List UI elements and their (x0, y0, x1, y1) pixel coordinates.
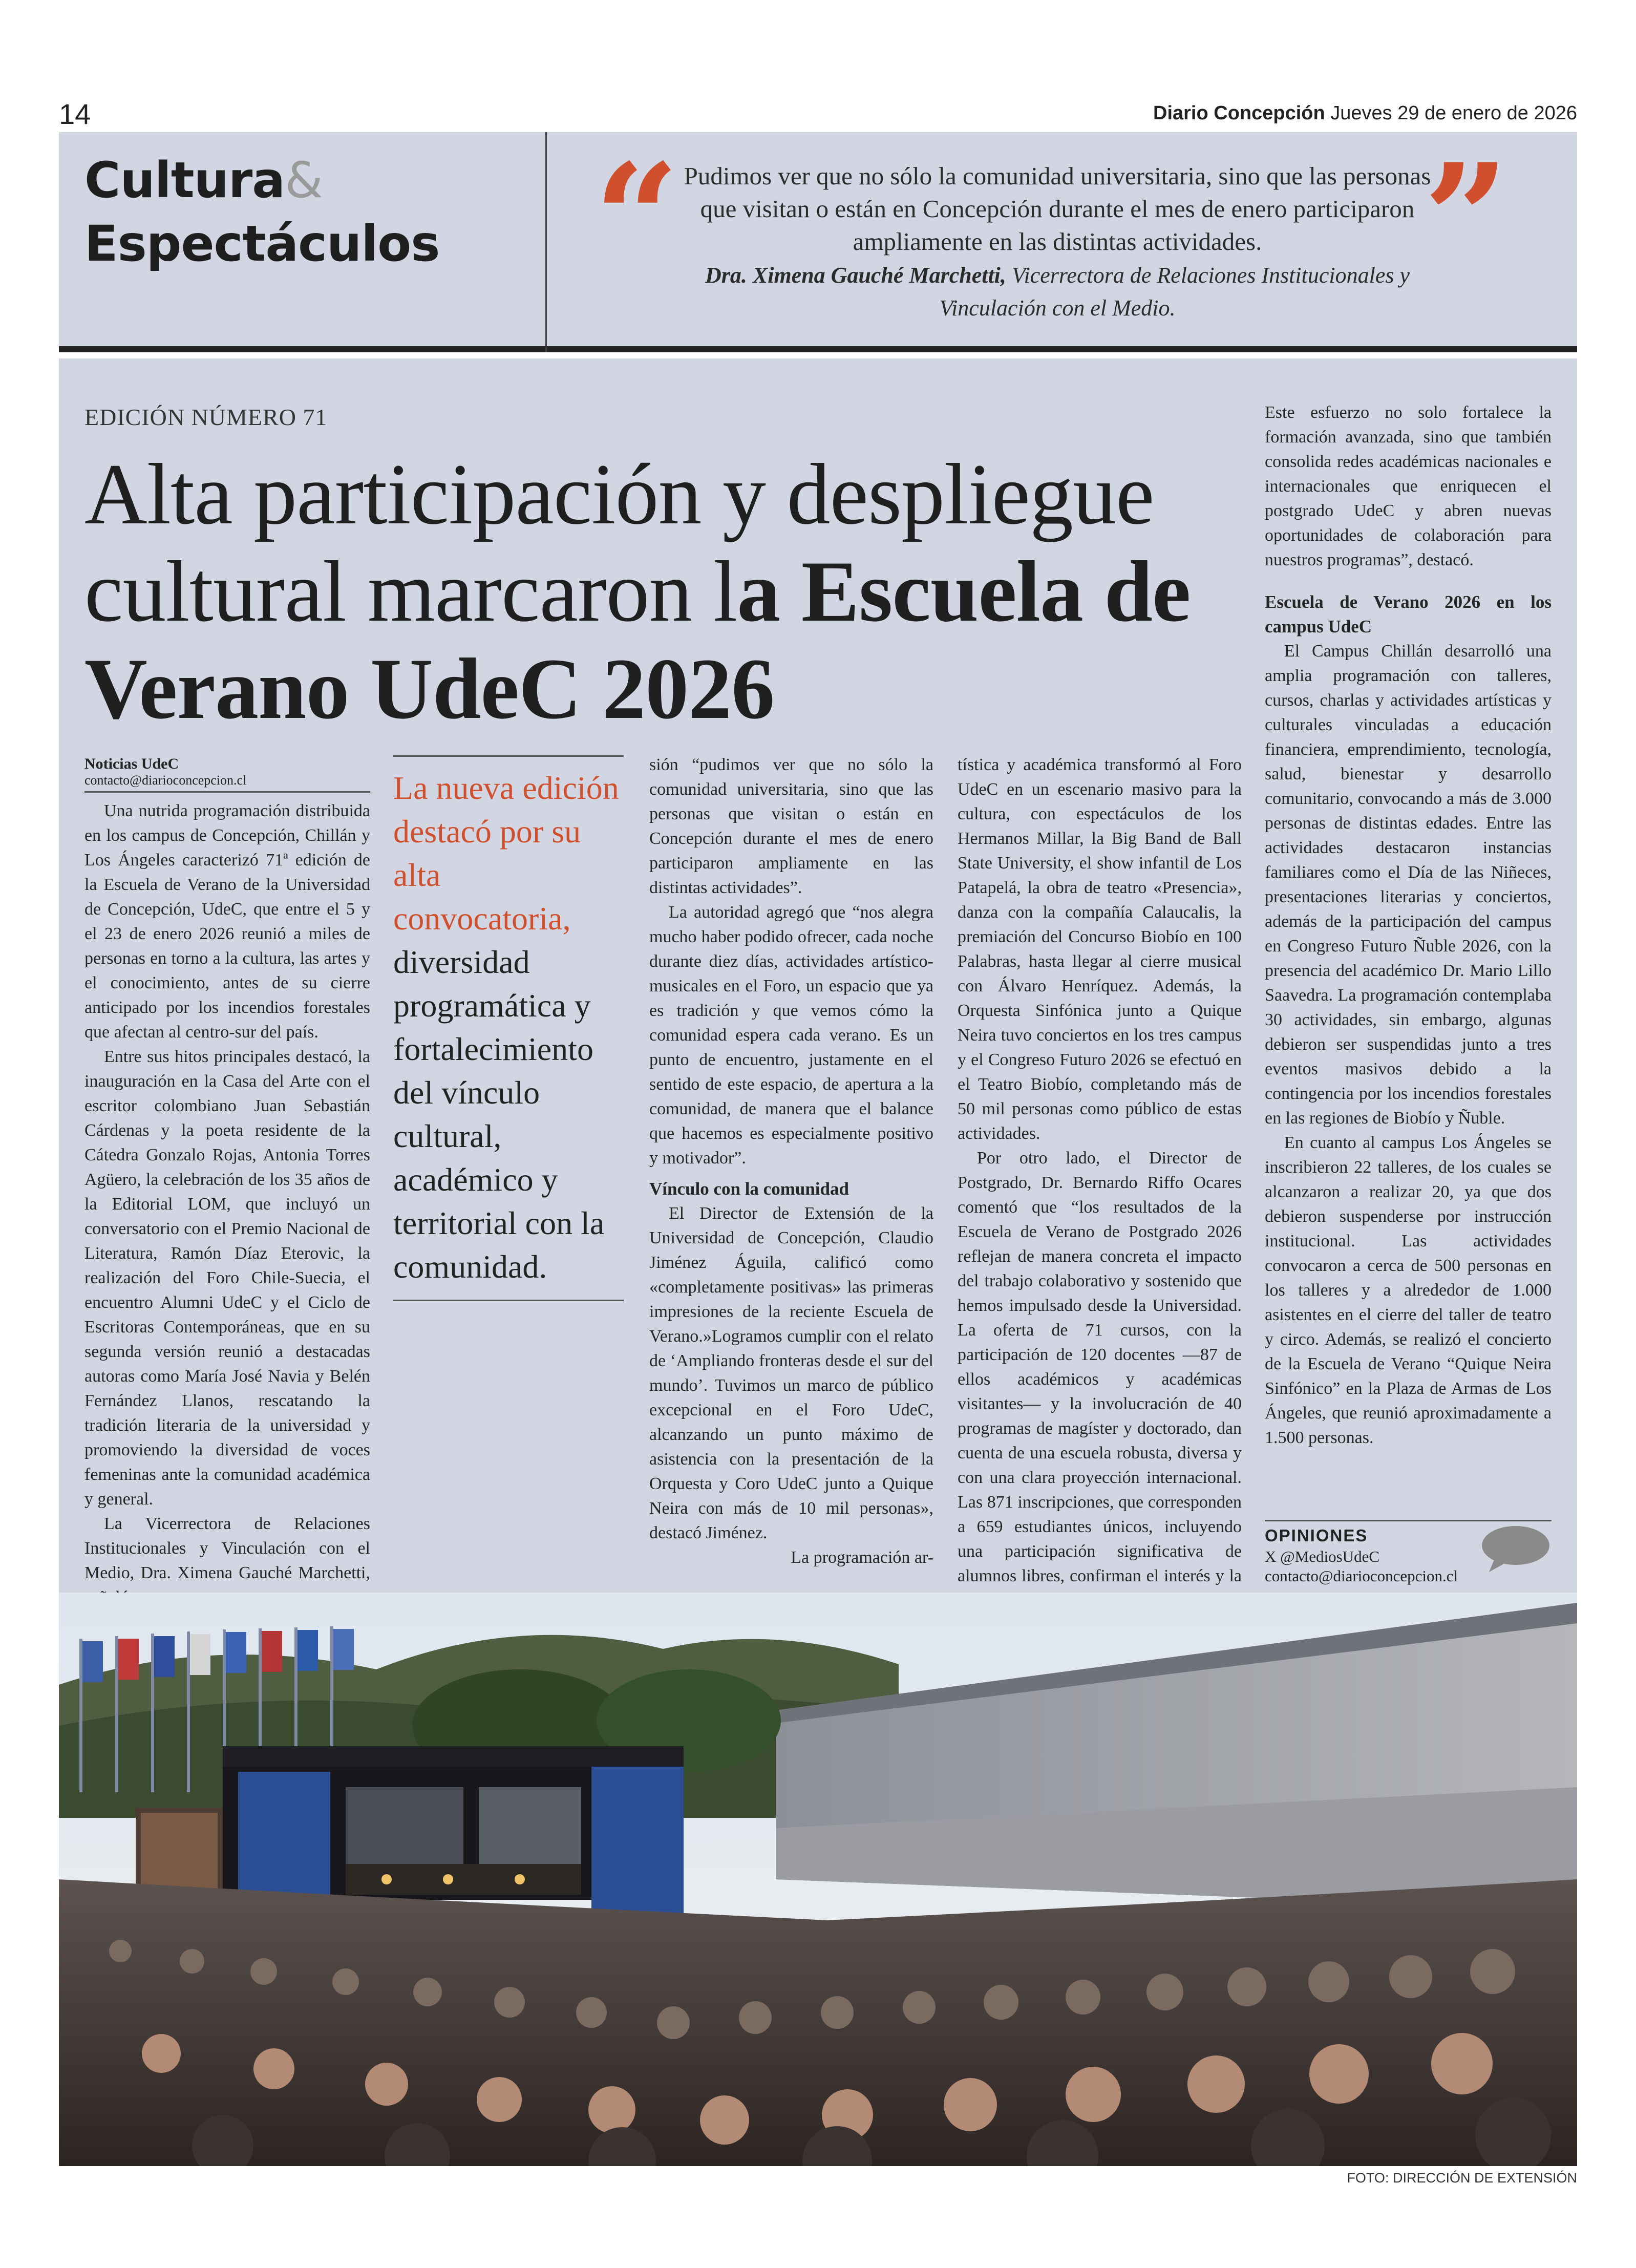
edition-kicker: EDICIÓN NÚMERO 71 (84, 404, 328, 430)
newspaper-name: Diario Concepción (1153, 102, 1325, 124)
highlight-box (393, 755, 624, 1301)
paragraph: La programación ar- (791, 1548, 933, 1567)
headline-bold: a Escuela de Verano UdeC 2026 (84, 543, 1191, 737)
opinions-social[interactable]: X @MediosUdeC (1265, 1548, 1380, 1565)
opinions-email[interactable]: contacto@diarioconcepcion.cl (1265, 1567, 1458, 1585)
section-word-culture: Cultura (84, 152, 285, 209)
quote-author: Dra. Ximena Gauché Marchetti, (705, 263, 1006, 288)
photo-credit: FOTO: DIRECCIÓN DE EXTENSIÓN (1347, 2170, 1577, 2186)
masthead (1153, 102, 1577, 124)
paragraph: Una nutrida programación distribuida en los campus de Concepción, Chillán y Los Ángeles caracterizó 71ª edición de la Escuela de Verano de la Universidad de Concepción, UdeC, que entre el 5 y el 23 de enero 2026 reunió a miles de personas en torno a la cultura, las artes y el conocimiento, antes de su cierre anticipado por los incendios forestales que afectan al centro-sur del país. (84, 801, 370, 1042)
concert-crowd-photo (59, 1593, 1577, 2166)
section-word-shows: Espectáculos (84, 215, 440, 272)
article-column-4 (958, 753, 1242, 1613)
headline (84, 446, 1237, 737)
opinions-title: OPINIONES (1265, 1526, 1368, 1545)
paragraph: Este esfuerzo no solo fortalece la formación avanzada, sino que también consolida redes académicas nacionales e internacionales que enriquecen el postgrado UdeC y abren nuevas oportunidades de colaboración para nuestros programas”, destacó. (1265, 403, 1552, 569)
headline-light: Alta participación y despliegue cultural marcaron l (84, 446, 1154, 640)
highlight-accent-text: La nueva edición destacó por su alta convocatoria, (393, 770, 619, 937)
pull-quote-text: Pudimos ver que no sólo la comunidad universitaria, sino que las personas que visitan o están en Concepción durante el mes de enero participaron ampliamente en las distintas actividades. (684, 162, 1431, 256)
paragraph: La Vicerrectora de Relaciones Institucionales y Vinculación con el Medio, Dra. Ximena Gauché Marchetti, (84, 1514, 370, 1582)
byline-name: Noticias UdeC (84, 755, 179, 772)
subheading: Vínculo con la comunidad (649, 1179, 849, 1199)
page-number: 14 (59, 98, 91, 130)
paragraph: sión “pudimos ver que no sólo la comunidad universitaria, sino que las personas que visitan o están en Concepción durante el mes de enero participaron ampliamente en las distintas actividades”. (649, 755, 933, 897)
issue-date: Jueves 29 de enero de 2026 (1330, 102, 1577, 124)
paragraph: El Director de Extensión de la Universidad de Concepción, Claudio Jiménez Águila, calificó como «completamente positivas» las primeras impresiones de la reciente Escuela de Verano.»Logramos cumplir con el relato de ‘Ampliando fronteras desde el sur del mundo’. Tuvimos un marco de público excepcional en el Foro UdeC, alcanzando un punto máximo de asistencia con la presentación de la Orquesta y Coro UdeC junto a Quique Neira con más de 10 mil personas», destacó Jiménez. (649, 1204, 933, 1542)
paragraph: Por otro lado, el Director de Postgrado, Dr. Bernardo Riffo Ocares comentó que “los resultados de la Escuela de Verano de Postgrado 2026 reflejan de manera concreta el impacto del trabajo colaborativo y sostenido que hemos impulsado desde la Universidad. La oferta de 71 cursos, con la participación de 120 docentes —87 de ellos académicos y académicas visitantes— y la involucración de 40 programas de magíster y doctorado, dan cuenta de una escuela robusta, diversa y con una clara proyección internacional. Las 871 inscripciones, que corresponden a 659 estudiantes únicos, incluyendo una participación significativa de alumnos libres, confirman el interés y la (958, 1149, 1242, 1585)
paragraph: La autoridad agregó que “nos alegra mucho haber podido ofrecer, cada noche durante diez días, actividades artístico-musicales en el Foro, un espacio que ya es tradición y que vemos cómo la comunidad espera cada verano. Es un punto de encuentro, justamente en el sentido de este espacio, de apertura a la comunidad, de manera que el balance que hacemos es especialmente positivo y motivador”. (649, 903, 933, 1168)
article-column-1 (84, 799, 370, 1610)
section-title (84, 149, 439, 275)
article-column-5 (1265, 400, 1552, 1450)
pull-quote-attribution (681, 259, 1434, 325)
quote-close-mark: ” (1423, 132, 1509, 306)
paragraph: Entre sus hitos principales destacó, la inauguración en la Casa del Arte con el escritor colombiano Juan Sebastián Cárdenas y la poeta residente de la Cátedra Gonzalo Rojas, Antonia Torres Agüero, la celebración de los 35 años de la Editorial LOM, que incluyó un conversatorio con el Premio Nacional de Literatura, Ramón Díaz Eterovic, la realización del Foro Chile-Suecia, el encuentro Alumni UdeC y el Ciclo de Escritoras Contemporáneas, que en su segunda versión reunió a destacadas autoras como María José Navia y Belén Fernández Llanos, rescatando la tradición literaria de la universidad y promoviendo la diversidad de voces femeninas ante la comunidad académica y general. (84, 1047, 370, 1509)
paragraph: El Campus Chillán desarrolló una amplia programación con talleres, cursos, charlas y actividades artísticas y culturales vinculadas a educación financiera, emprendimiento, tecnología, salud, bienestar y desarrollo comunitario, convocando a más de 3.000 personas de distintas edades. Entre las actividades destacaron instancias familiares como el Día de las Niñeces, presentaciones literarias y conciertos, además de la participación del campus en Congreso Futuro Ñuble 2026, con la presencia del académico Dr. Mario Lillo Saavedra. La programación contemplaba 30 actividades, sin embargo, algunas debieron ser suspendidas junto a tres eventos masivos debido a la contingencia por los incendios forestales en las regiones de Biobío y Ñuble. (1265, 642, 1552, 1128)
speech-bubble-icon (1479, 1524, 1550, 1573)
quote-author-role: Vicerrectora de Relaciones Institucionales y Vinculación con el Medio. (939, 263, 1410, 321)
subheading: Escuela de Verano 2026 en los campus UdeC (1265, 592, 1552, 637)
section-ampersand: & (285, 152, 323, 209)
quote-open-mark: “ (594, 132, 679, 306)
byline (84, 755, 370, 793)
byline-email: contacto@diarioconcepcion.cl (84, 773, 247, 788)
highlight-text: diversidad programática y fortalecimiento del vínculo cultural, académico y territorial con la comunidad. (393, 944, 605, 1285)
paragraph: tística y académica transformó al Foro UdeC en un escenario masivo para la cultura, con espectáculos de los Hermanos Millar, la Big Band de Ball State University, el show infantil de Los Patapelá, la obra de teatro «Presencia», danza con la compañía Calaucalis, la premiación del Concurso Biobío en 100 Palabras, hasta llegar al cierre musical con Álvaro Henríquez. Además, la Orquesta Sinfónica junto a Quique Neira tuvo conciertos en los tres campus y el Congreso Futuro 2026 se efectuó en el Teatro Biobío, completando más de 50 mil personas como público de estas actividades. (958, 755, 1242, 1143)
paragraph: En cuanto al campus Los Ángeles se inscribieron 22 talleres, de los cuales se alcanzaron a realizar 20, ya que dos debieron suspenderse por instrucción institucional. Las actividades convocaron a cerca de 500 personas en los talleres y a alrededor de 1.000 asistentes en el cierre del taller de teatro y circo. Además, se realizó el concierto de la Escuela de Verano “Quique Neira Sinfónico” en la Plaza de Armas de Los Ángeles, que reunió aproximadamente a 1.500 personas. (1265, 1133, 1552, 1447)
header-divider (545, 132, 547, 352)
article-column-3 (649, 753, 933, 1570)
